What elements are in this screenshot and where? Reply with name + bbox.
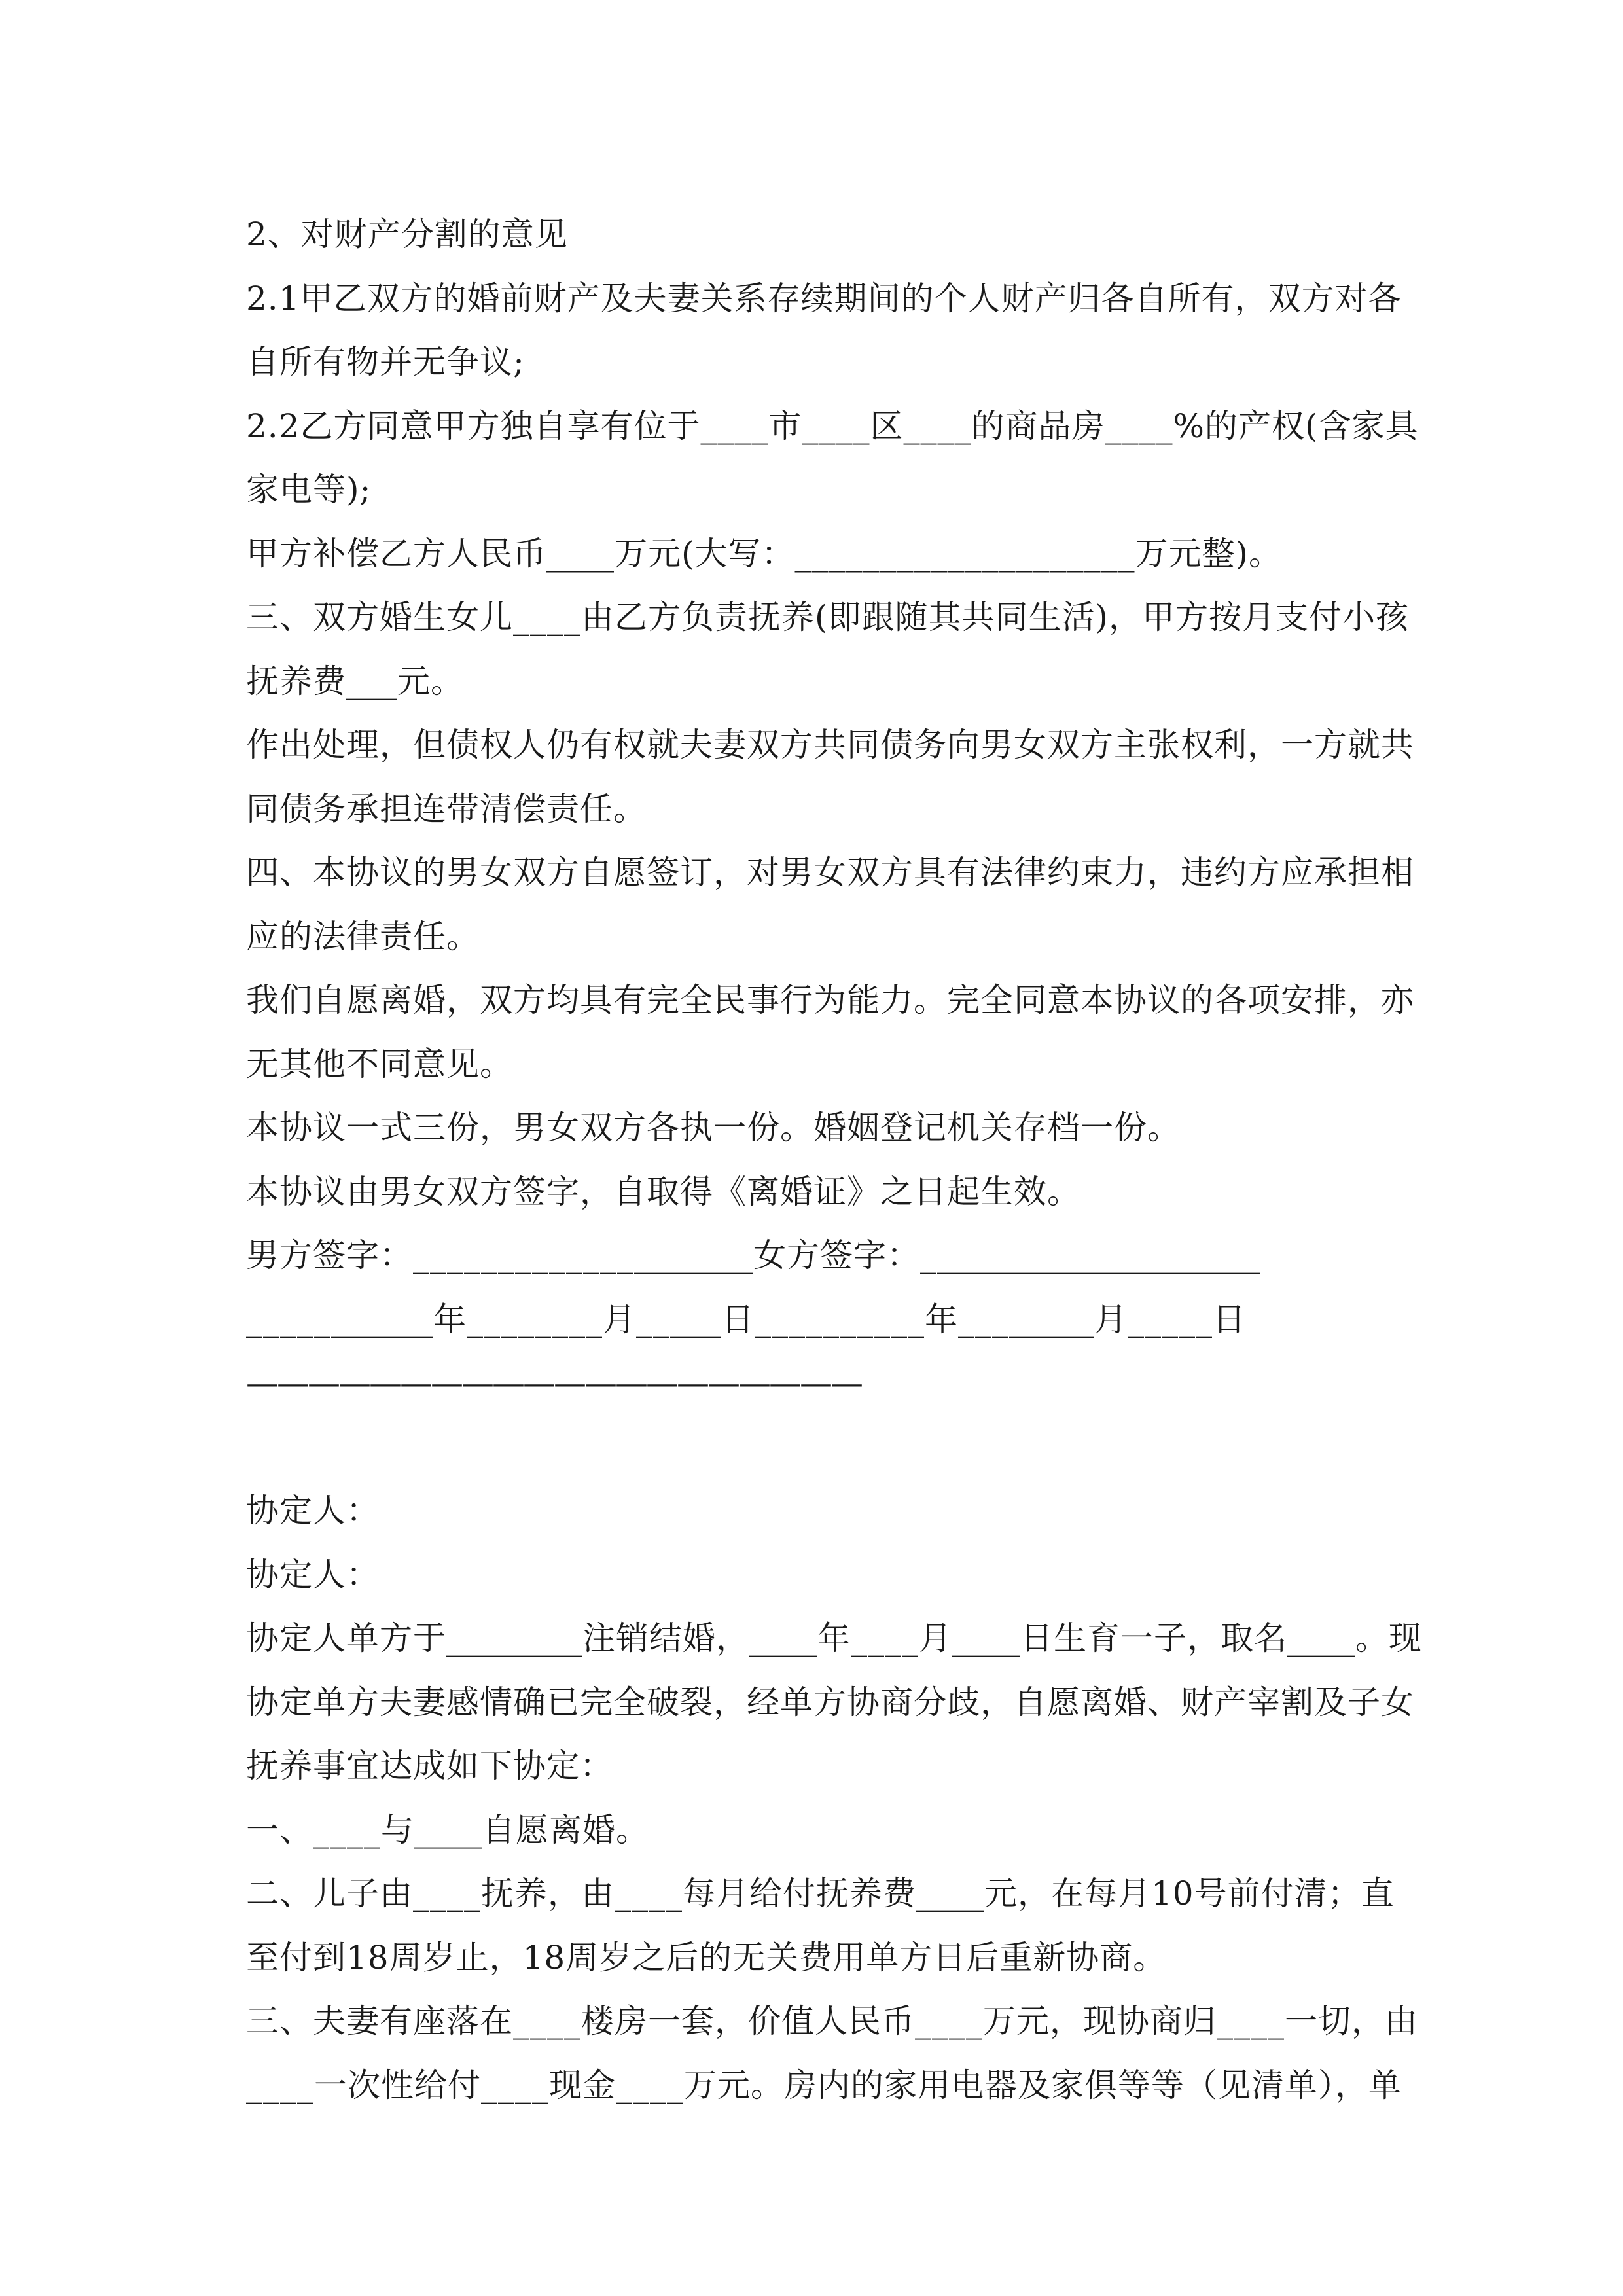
paragraph-line: 三、双方婚生女儿____由乙方负责抚养(即跟随其共同生活)，甲方按月支付小孩 (246, 598, 1410, 636)
paragraph-line: 抚养费___元。 (246, 662, 464, 700)
separator-line: ———————————————————— (246, 1364, 861, 1402)
paragraph-line: 本协议一式三份，男女双方各执一份。婚姻登记机关存档一份。 (246, 1109, 1181, 1147)
section-heading-property: 2、对财产分割的意见 (246, 215, 568, 253)
paragraph-line: ____一次性给付____现金____万元。房内的家用电器及家俱等等（见清单），单 (246, 2066, 1402, 2104)
date-line: ___________年________月_____日__________年________月_____日 (246, 1300, 1246, 1338)
paragraph-line: 同债务承担连带清偿责任。 (246, 789, 647, 828)
paragraph-line: 家电等); (246, 471, 372, 509)
paragraph-line: 协定人单方于________注销结婚，____年____月____日生育一子，取名____。现 (246, 1619, 1422, 1657)
paragraph-line: 协定单方夫妻感情确已完全破裂，经单方协商分歧，自愿离婚、财产宰割及子女 (246, 1683, 1414, 1721)
document-body (246, 203, 1422, 2117)
paragraph-line: 我们自愿离婚，双方均具有完全民事行为能力。完全同意本协议的各项安排，亦 (246, 981, 1414, 1019)
paragraph-line: 一、____与____自愿离婚。 (246, 1810, 649, 1849)
paragraph-line: 应的法律责任。 (246, 917, 480, 956)
paragraph-line: 无其他不同意见。 (246, 1045, 513, 1083)
paragraph-line: 2.1甲乙双方的婚前财产及夫妻关系存续期间的个人财产归各自所有，双方对各 (246, 279, 1402, 317)
paragraph-line: 四、本协议的男女双方自愿签订，对男女双方具有法律约束力，违约方应承担相 (246, 853, 1414, 891)
paragraph-line: 作出处理，但债权人仍有权就夫妻双方共同债务向男女双方主张权利，一方就共 (246, 726, 1414, 764)
blank-line (246, 1416, 1385, 1480)
paragraph-line: 本协议由男女双方签字，自取得《离婚证》之日起生效。 (246, 1172, 1080, 1211)
paragraph-line: 三、夫妻有座落在____楼房一套，价值人民币____万元，现协商归____一切，由 (246, 2002, 1418, 2040)
paragraph-line: 2.2乙方同意甲方独自享有位于____市____区____的商品房____%的产权(含家具 (246, 406, 1419, 445)
paragraph-line: 自所有物并无争议; (246, 343, 525, 381)
paragraph-line: 二、儿子由____抚养，由____每月给付抚养费____元，在每月10号前付清；直 (246, 1874, 1395, 1912)
paragraph-line: 甲方补偿乙方人民币____万元(大写：____________________万元整)。 (246, 534, 1283, 573)
paragraph-line: 至付到18周岁止，18周岁之后的无关费用单方日后重新协商。 (246, 1938, 1167, 1977)
party-label: 协定人： (246, 1492, 380, 1530)
party-label: 协定人： (246, 1555, 380, 1594)
signature-line: 男方签字：____________________女方签字：____________________ (246, 1236, 1260, 1274)
paragraph-line: 抚养事宜达成如下协定： (246, 1747, 613, 1785)
